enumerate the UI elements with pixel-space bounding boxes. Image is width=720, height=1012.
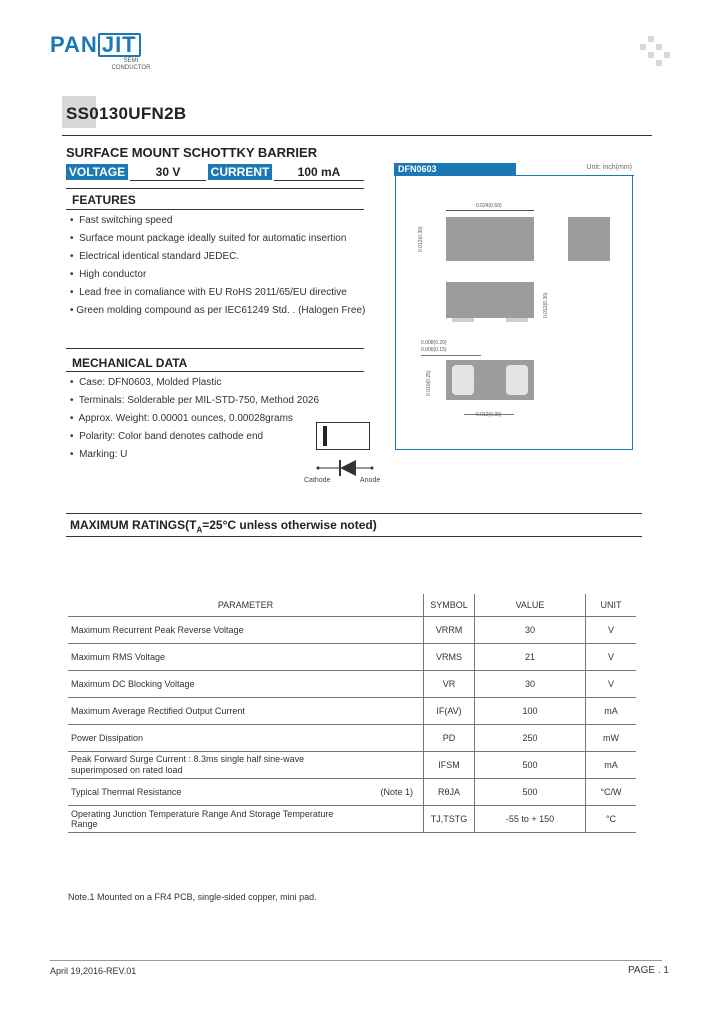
table-row xyxy=(68,806,636,833)
cell-unit: V xyxy=(586,617,637,644)
cell-unit: °C xyxy=(586,806,637,833)
package-top-view xyxy=(446,217,534,261)
deco-square xyxy=(664,52,670,58)
brand-sub-line2: CONDUCTOR xyxy=(111,65,151,71)
ratings-table xyxy=(68,594,636,833)
cell-parameter: Typical Thermal Resistance xyxy=(71,787,182,797)
ratings-top-rule xyxy=(66,513,642,514)
header-symbol: SYMBOL xyxy=(424,594,475,617)
cell-parameter: Maximum Average Rectified Output Current xyxy=(71,706,245,716)
header-parameter: PARAMETER xyxy=(217,600,274,610)
voltage-label: VOLTAGE xyxy=(66,164,128,180)
cell-note xyxy=(354,644,424,671)
cell-value: 30 xyxy=(524,625,535,635)
cell-note xyxy=(354,752,424,779)
feature-item: • Fast switching speed xyxy=(70,215,173,226)
package-side-view xyxy=(568,217,610,261)
mechanical-item: • Marking: U xyxy=(70,449,128,460)
dim-pad-height: 0.010(0.25) xyxy=(426,370,432,396)
brand-name-left: PAN xyxy=(50,32,98,57)
cell-value: 500 xyxy=(522,760,538,770)
table-header-row xyxy=(68,594,636,617)
table-row xyxy=(68,617,636,644)
table-row xyxy=(68,698,636,725)
table-row xyxy=(68,644,636,671)
dim-right-height: 0.012(0.30) xyxy=(543,292,549,318)
cell-note xyxy=(354,725,424,752)
features-list xyxy=(70,212,365,320)
ratings-title: MAXIMUM $RATINGS(T_A=25^\circ C$ unless otherwise noted) xyxy=(70,518,377,535)
cell-symbol: IF(AV) xyxy=(424,698,475,725)
feature-item: • Lead free in comaliance with EU RoHS 2011/65/EU directive xyxy=(70,287,347,298)
cell-parameter: Power Dissipation xyxy=(71,733,144,743)
cell-symbol: VRRM xyxy=(424,617,475,644)
cathode-band xyxy=(323,426,327,446)
package-unit: Unit: inch(mm) xyxy=(586,164,632,171)
cell-value: 500 xyxy=(522,787,538,797)
feature-item: • High conductor xyxy=(70,269,147,280)
current-label: CURRENT xyxy=(208,164,272,180)
dim-pad-b: 0.006(0.15) xyxy=(421,347,447,353)
dim-line xyxy=(421,355,481,356)
cell-unit: °C/W xyxy=(586,779,637,806)
deco-square xyxy=(648,36,654,42)
brand-logo xyxy=(50,32,141,58)
header-unit: UNIT xyxy=(586,594,637,617)
brand-name-right: JIT xyxy=(98,33,141,57)
table-row xyxy=(68,752,636,779)
dim-line xyxy=(446,210,534,211)
table-row xyxy=(68,779,636,806)
cell-parameter: Operating Junction Temperature Range And Storage Temperature Range xyxy=(71,809,334,829)
features-top-rule xyxy=(66,188,364,189)
cell-note: (Note 1) xyxy=(380,787,413,797)
footprint-pad-left xyxy=(452,365,474,395)
footnote: Note.1 Mounted on a FR4 PCB, single-sided copper, mini pad. xyxy=(68,892,317,902)
anode-label: Anode xyxy=(360,477,381,484)
marking-diagram xyxy=(316,422,370,450)
feature-item: • Surface mount package ideally suited for automatic insertion xyxy=(70,233,347,244)
footer-page: PAGE . 1 xyxy=(628,965,669,976)
cell-parameter: Maximum RMS Voltage xyxy=(71,652,166,662)
cell-note xyxy=(354,671,424,698)
deco-square xyxy=(640,44,646,50)
cell-unit: mA xyxy=(586,698,637,725)
feature-item: • Green molding compound as per IEC61249 Std. . (Halogen Free) xyxy=(70,305,366,316)
dim-pad-a: 0.008(0.20) xyxy=(421,340,447,346)
mechanical-item: • Case: DFN0603, Molded Plastic xyxy=(70,377,222,388)
cell-unit: V xyxy=(586,644,637,671)
cell-value: 30 xyxy=(524,679,535,689)
deco-square xyxy=(648,52,654,58)
brand-sub-line1: SEMI xyxy=(123,58,139,64)
cell-symbol: IFSM xyxy=(424,752,475,779)
footer-rule xyxy=(50,960,662,961)
title-divider xyxy=(62,135,652,136)
footer-date: April 19,2016-REV.01 xyxy=(50,966,137,976)
dim-top-width: 0.024(0.60) xyxy=(476,203,502,209)
cell-symbol: PD xyxy=(424,725,475,752)
mechanical-heading: MECHANICAL DATA xyxy=(72,356,188,370)
table-row xyxy=(68,671,636,698)
table-row xyxy=(68,725,636,752)
dim-bottom-width: 0.012(0.30) xyxy=(476,412,502,418)
brand-subtitle xyxy=(108,58,154,72)
pad-right xyxy=(506,318,528,322)
current-value: 100 mA xyxy=(274,164,364,181)
voltage-value: 30 V xyxy=(130,164,206,181)
mechanical-item: • Polarity: Color band denotes cathode end xyxy=(70,431,264,442)
cell-symbol: RθJA xyxy=(424,779,475,806)
mechanical-bottom-rule xyxy=(66,371,364,372)
cell-parameter: Maximum DC Blocking Voltage xyxy=(71,679,195,689)
cell-unit: mA xyxy=(586,752,637,779)
cell-parameter: Maximum Recurrent Peak Reverse Voltage xyxy=(71,625,244,635)
cell-note xyxy=(354,806,424,833)
mechanical-item: • Approx. Weight: 0.00001 ounces, 0.00028grams xyxy=(70,413,293,424)
ratings-bottom-rule xyxy=(66,536,642,537)
package-bottom-view xyxy=(446,282,534,318)
mechanical-list xyxy=(70,374,319,464)
features-heading: FEATURES xyxy=(72,193,136,207)
cell-value: 250 xyxy=(522,733,538,743)
features-bottom-rule xyxy=(66,209,364,210)
dim-left-height: 0.012(0.30) xyxy=(418,226,424,252)
cell-value: 21 xyxy=(524,652,535,662)
cell-unit: mW xyxy=(586,725,637,752)
cell-note xyxy=(354,617,424,644)
pad-left xyxy=(452,318,474,322)
mechanical-top-rule xyxy=(66,348,364,349)
cathode-label: Cathode xyxy=(304,477,331,484)
feature-item: • Electrical identical standard JEDEC. xyxy=(70,251,240,262)
cell-symbol: TJ,TSTG xyxy=(424,806,475,833)
cell-parameter: Peak Forward Surge Current : 8.3ms single half sine-wave superimposed on rated load xyxy=(71,754,305,775)
cell-symbol: VR xyxy=(424,671,475,698)
part-number-title: SS0130UFN2B xyxy=(66,104,187,123)
cell-symbol: VRMS xyxy=(424,644,475,671)
deco-square xyxy=(656,60,662,66)
cell-value: -55 to + 150 xyxy=(505,814,555,824)
cell-unit: V xyxy=(586,671,637,698)
cell-value: 100 xyxy=(522,706,538,716)
mechanical-item: • Terminals: Solderable per MIL-STD-750, Method 2026 xyxy=(70,395,320,406)
footprint-pad-right xyxy=(506,365,528,395)
package-name: DFN0603 xyxy=(394,163,516,175)
header-value: VALUE xyxy=(515,600,545,610)
cell-note xyxy=(354,698,424,725)
product-subtitle: SURFACE MOUNT SCHOTTKY BARRIER xyxy=(66,145,318,160)
deco-square xyxy=(656,44,662,50)
